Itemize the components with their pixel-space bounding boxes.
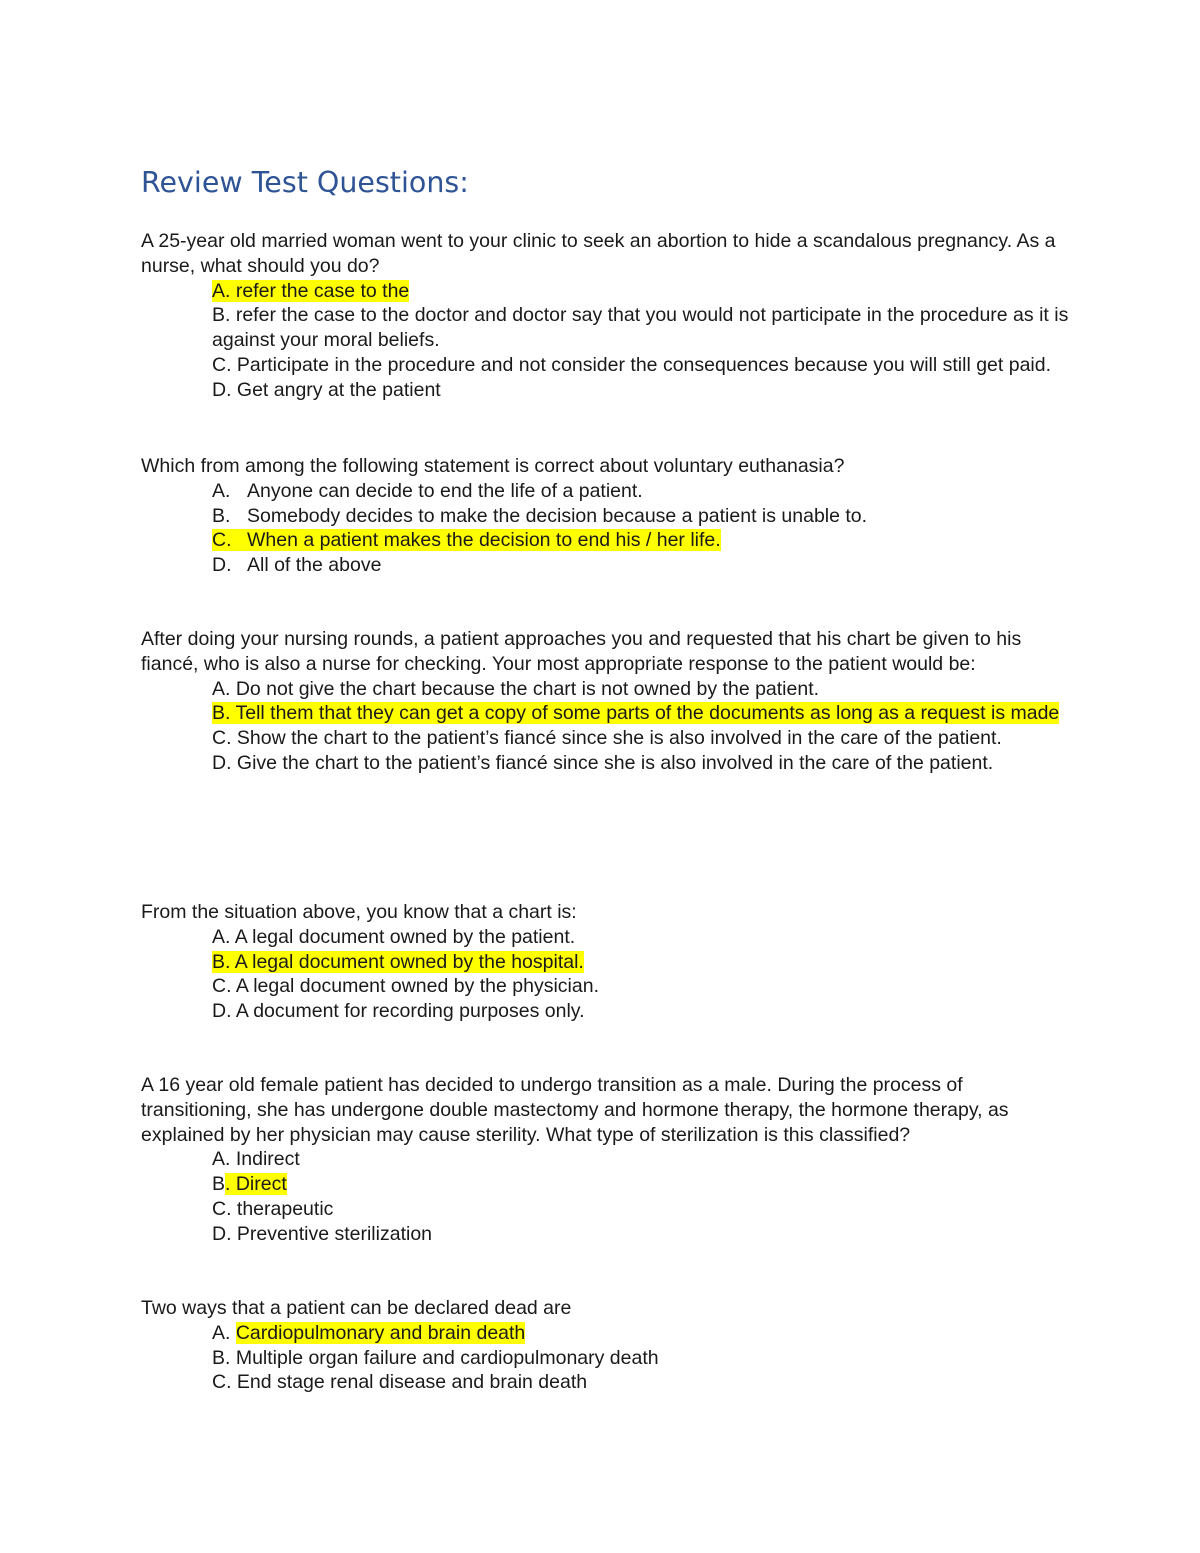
- option-d: D. Get angry at the patient: [212, 378, 441, 401]
- highlighted-answer: B. A legal document owned by the hospital.: [212, 950, 584, 973]
- option-d: D. Preventive sterilization: [212, 1222, 433, 1245]
- option-d: [141, 553, 1071, 578]
- option-a: A. Indirect: [212, 1148, 300, 1171]
- question-4: [141, 900, 1071, 1024]
- question-1: [141, 229, 1071, 403]
- option-b: [141, 701, 1071, 726]
- question-stem: A 25-year old married woman went to your clinic to seek an abortion to hide a scandalous pregnancy. As a nurse, what should you do?: [141, 230, 1056, 277]
- highlighted-answer: A. refer the case to the: [212, 279, 410, 302]
- question-stem: From the situation above, you know that a chart is:: [141, 901, 577, 923]
- option-c: [141, 528, 1071, 553]
- option-letter: A.: [212, 479, 231, 502]
- highlighted-answer: . Direct: [225, 1173, 287, 1196]
- option-c: C. A legal document owned by the physician.: [212, 975, 599, 998]
- question-stem: A 16 year old female patient has decided to undergo transition as a male. During the process of transitioning, she has undergone double mastectomy and hormone therapy, the hormone therapy, as explained by her physician may cause sterility. What type of sterilization is this classified?: [141, 1074, 1009, 1146]
- option-b: [141, 504, 1071, 529]
- option-letter: C.: [212, 529, 232, 552]
- option-text: All of the above: [247, 554, 382, 577]
- question-stem: After doing your nursing rounds, a patient approaches you and requested that his chart be given to his fiancé, who is also a nurse for checking. Your most appropriate response to the patient would be:: [141, 628, 1022, 675]
- option-a: [141, 1321, 1071, 1346]
- option-b: B. Multiple organ failure and cardiopulmonary death: [212, 1346, 659, 1369]
- option-list: [141, 279, 1071, 403]
- option-c: C. Participate in the procedure and not consider the consequences because you will still get paid.: [212, 353, 1052, 376]
- option-b: B. refer the case to the doctor and doctor say that you would not participate in the procedure as it is against your moral beliefs.: [212, 304, 1069, 352]
- option-c: C. End stage renal disease and brain death: [212, 1371, 588, 1394]
- option-a: A. A legal document owned by the patient.: [212, 925, 576, 948]
- option-list: [141, 1147, 1071, 1246]
- question-stem: Which from among the following statement is correct about voluntary euthanasia?: [141, 455, 845, 477]
- option-letter: A.: [212, 1321, 236, 1344]
- option-letter: B.: [212, 504, 231, 527]
- option-a: [141, 279, 1071, 304]
- document-page: [141, 0, 1071, 1553]
- option-a: A. Do not give the chart because the chart is not owned by the patient.: [212, 677, 820, 700]
- option-text: Somebody decides to make the decision because a patient is unable to.: [247, 504, 868, 527]
- option-letter: D.: [212, 554, 232, 577]
- question-2: [141, 454, 1071, 578]
- option-b: [141, 950, 1071, 975]
- highlighted-answer: Cardiopulmonary and brain death: [235, 1321, 526, 1344]
- question-stem: Two ways that a patient can be declared dead are: [141, 1297, 572, 1319]
- option-b: [141, 1172, 1071, 1197]
- option-d: D. Give the chart to the patient’s fiancé since she is also involved in the care of the patient.: [212, 751, 994, 774]
- highlighted-answer: When a patient makes the decision to end his / her life.: [247, 529, 721, 552]
- option-text: Anyone can decide to end the life of a patient.: [247, 479, 643, 502]
- option-d: D. A document for recording purposes only.: [212, 1000, 585, 1023]
- question-3: [141, 627, 1071, 776]
- question-5: [141, 1073, 1071, 1247]
- option-list: [141, 1321, 1071, 1395]
- option-letter: B: [212, 1173, 226, 1196]
- option-c: C. Show the chart to the patient’s fiancé since she is also involved in the care of the patient.: [212, 727, 1002, 750]
- option-list: [141, 479, 1071, 578]
- page-title: Review Test Questions:: [141, 166, 469, 199]
- question-6: [141, 1296, 1071, 1395]
- option-a: [141, 479, 1071, 504]
- highlighted-answer: B. Tell them that they can get a copy of some parts of the documents as long as a request is made: [212, 702, 1060, 725]
- option-c: C. therapeutic: [212, 1197, 334, 1220]
- option-list: [141, 677, 1071, 776]
- option-list: [141, 925, 1071, 1024]
